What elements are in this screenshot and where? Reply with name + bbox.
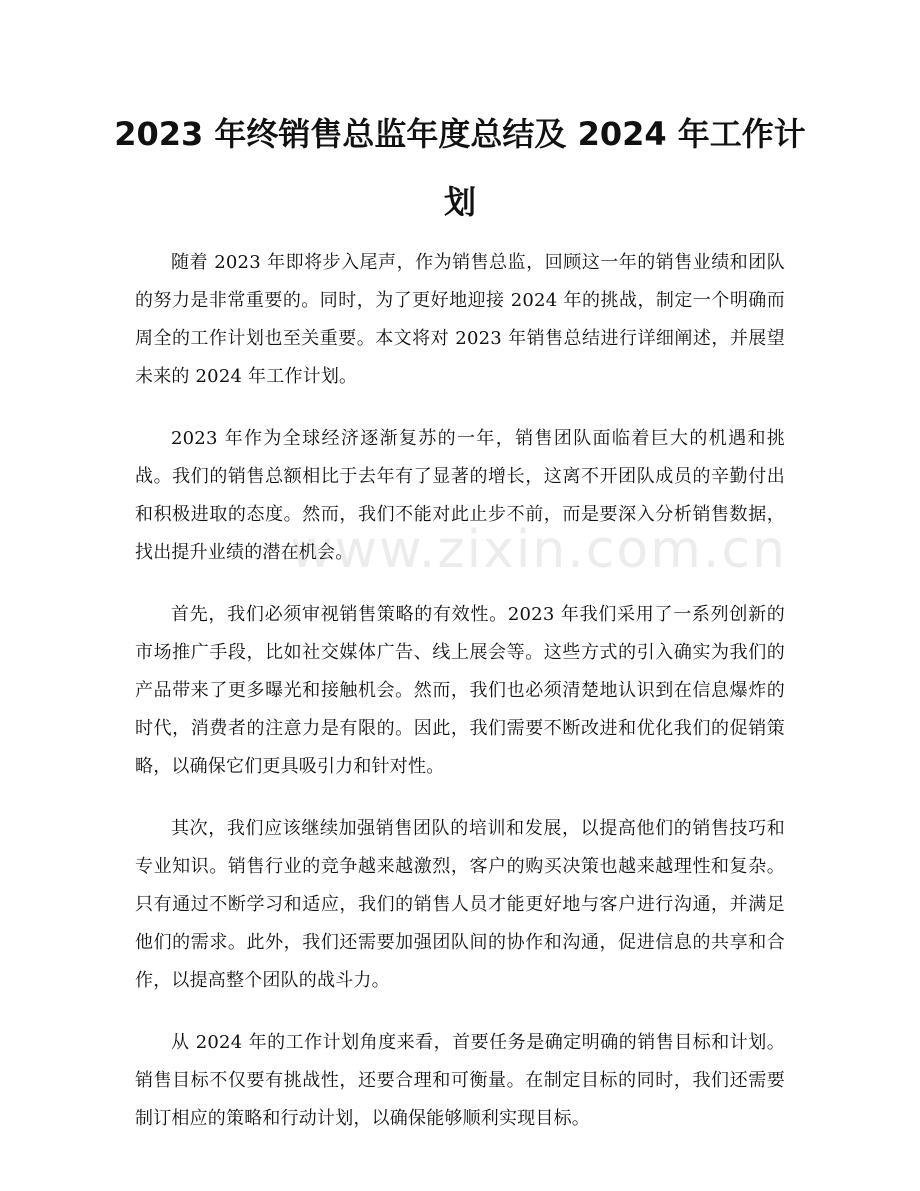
paragraph-sales-strategy: 首先，我们必须审视销售策略的有效性。2023 年我们采用了一系列创新的市场推广手段，比如社交媒体广告、线上展会等。这些方式的引入确实为我们的产品带来了更多曝光和接触机会。然而，我们也必须清楚地认识到在信息爆炸的时代，消费者的注意力是有限的。因此，我们需要不断改进和优化我们的促销策略，以确保它们更具吸引力和针对性。 [135, 604, 785, 777]
document-title: 2023 年终销售总监年度总结及 2024 年工作计划 [114, 115, 806, 221]
document-body [135, 244, 785, 1162]
paragraph-2024-plan: 从 2024 年的工作计划角度来看，首要任务是确定明确的销售目标和计划。销售目标不仅要有挑战性，还要合理和可衡量。在制定目标的同时，我们还需要制订相应的策略和行动计划，以确保能够顺利实现目标。 [135, 1032, 785, 1129]
paragraph-2023-overview: 2023 年作为全球经济逐渐复苏的一年，销售团队面临着巨大的机遇和挑战。我们的销售总额相比于去年有了显著的增长，这离不开团队成员的辛勤付出和积极进取的态度。然而，我们不能对此止步不前，而是要深入分析销售数据，找出提升业绩的潜在机会。 [135, 428, 785, 563]
paragraph-team-training: 其次，我们应该继续加强销售团队的培训和发展，以提高他们的销售技巧和专业知识。销售行业的竞争越来越激烈，客户的购买决策也越来越理性和复杂。只有通过不断学习和适应，我们的销售人员才能更好地与客户进行沟通，并满足他们的需求。此外，我们还需要加强团队间的协作和沟通，促进信息的共享和合作，以提高整个团队的战斗力。 [135, 818, 785, 991]
paragraph-intro: 随着 2023 年即将步入尾声，作为销售总监，回顾这一年的销售业绩和团队的努力是非常重要的。同时，为了更好地迎接 2024 年的挑战，制定一个明确而周全的工作计划也至关重要。本文将对 2023 年销售总结进行详细阐述，并展望未来的 2024 年工作计划。 [135, 252, 785, 387]
watermark: www.zixin.com.cn [290, 520, 787, 580]
